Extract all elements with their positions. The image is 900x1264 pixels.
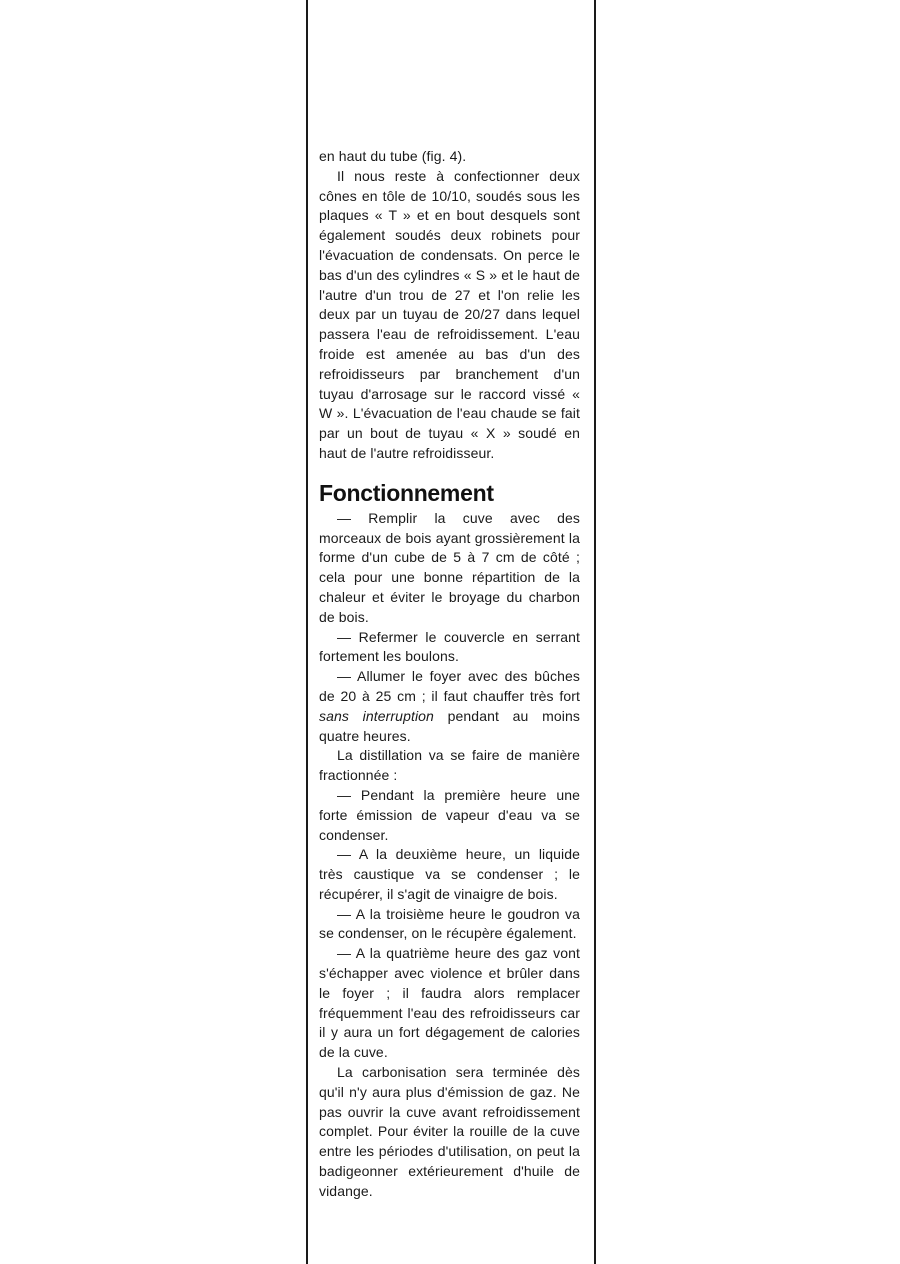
text-column xyxy=(319,147,580,1202)
step-light-fire xyxy=(319,667,580,746)
column-rule-right xyxy=(594,0,596,1264)
paragraph-distillation-intro: La distillation va se faire de manière fractionnée : xyxy=(319,747,580,784)
step-second-hour: — A la deuxième heure, un liquide très caustique va se condenser ; le récupérer, il s'agit de vinaigre de bois. xyxy=(319,846,580,902)
paragraph-cones: Il nous reste à confectionner deux cônes en tôle de 10/10, soudés sous les plaques « T » et en bout desquels sont également soudés deux robinets pour l'évacuation de condensats. On perce le bas d'un des cylindres « S » et le haut de l'autre d'un trou de 27 et l'on relie les deux par un tuyau de 20/27 dans lequel passera l'eau de refroidissement. L'eau froide est amenée au bas d'un des refroidisseurs par branchement d'un tuyau d'arrosage sur le raccord vissé « W ». L'évacuation de l'eau chaude se fait par un bout de tuyau « X » soudé en haut de l'autre refroidisseur. xyxy=(319,167,580,461)
step-fourth-hour: — A la quatrième heure des gaz vont s'échapper avec violence et brûler dans le foyer ; il faudra alors remplacer fréquemment l'eau des refroidisseurs car il y aura un fort dégagement de calories de la cuve. xyxy=(319,945,580,1061)
step-close-lid: — Refermer le couvercle en serrant fortement les boulons. xyxy=(319,628,580,665)
step-light-fire-before: — Allumer le foyer avec des bûches de 20 à 25 cm ; il faut chauffer très fort xyxy=(319,668,580,704)
section-heading: Fonctionnement xyxy=(319,479,494,506)
paragraph-continuation: en haut du tube (fig. 4). xyxy=(319,148,467,164)
step-first-hour: — Pendant la première heure une forte émission de vapeur d'eau va se condenser. xyxy=(319,786,580,843)
step-fill-tank: — Remplir la cuve avec des morceaux de bois ayant grossièrement la forme d'un cube de 5 à 7 cm de côté ; cela pour une bonne répartition de la chaleur et éviter le broyage du charbon de bois. xyxy=(319,509,580,625)
column-rule-left xyxy=(306,0,308,1264)
step-light-fire-emphasis: sans interruption xyxy=(319,707,434,724)
step-light-fire-after: pendant au moins quatre heures. xyxy=(319,707,580,744)
paragraph-conclusion: La carbonisation sera terminée dès qu'il n'y aura plus d'émission de gaz. Ne pas ouvrir la cuve avant refroidissement complet. Pour éviter la rouille de la cuve entre les périodes d'utilisation, on peut la badigeonner extérieurement d'huile de vidange. xyxy=(319,1064,580,1199)
step-third-hour: — A la troisième heure le goudron va se condenser, on le récupère également. xyxy=(319,905,580,942)
